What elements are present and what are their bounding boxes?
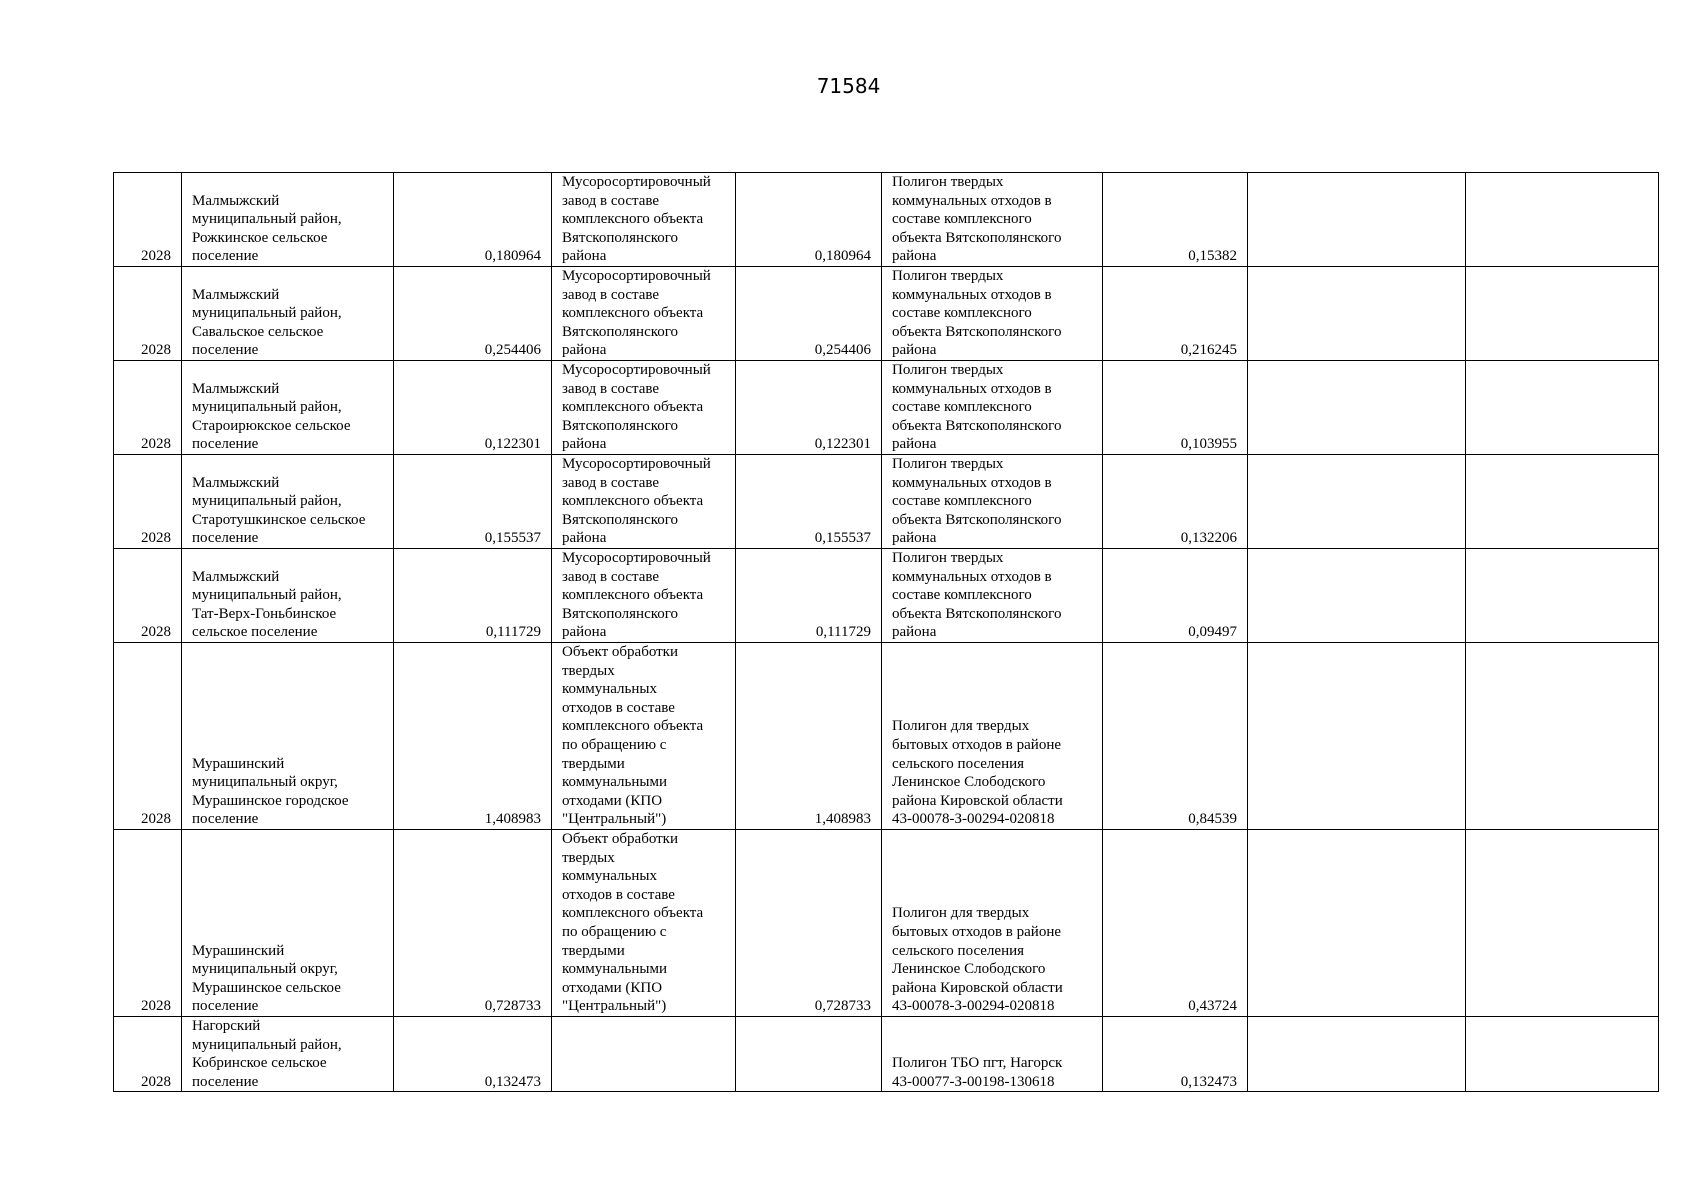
empty-cell [1466, 361, 1659, 455]
disposal-facility-cell: Полигон твердых коммунальных отходов в составе комплексного объекта Вятскополянского района [882, 455, 1103, 549]
disposal-facility-cell: Полигон твердых коммунальных отходов в составе комплексного объекта Вятскополянского района [882, 361, 1103, 455]
disposal-facility-cell: Полигон ТБО пгт, Нагорск 43-00077-З-00198-130618 [882, 1017, 1103, 1092]
municipality-cell: Малмыжский муниципальный район, Староирюкское сельское поселение [182, 361, 394, 455]
processing-volume-cell: 0,155537 [736, 455, 882, 549]
disposal-facility-cell: Полигон твердых коммунальных отходов в составе комплексного объекта Вятскополянского района [882, 173, 1103, 267]
empty-cell [1466, 1017, 1659, 1092]
processing-facility-cell: Мусоросортировочный завод в составе комплексного объекта Вятскополянского района [552, 173, 736, 267]
municipality-cell: Малмыжский муниципальный район, Старотушкинское сельское поселение [182, 455, 394, 549]
municipality-cell: Малмыжский муниципальный район, Тат-Верх-Гоньбинское сельское поселение [182, 549, 394, 643]
disposal-facility-cell: Полигон для твердых бытовых отходов в районе сельского поселения Ленинское Слободского района Кировской области 43-00078-З-00294-020818 [882, 643, 1103, 830]
year-cell: 2028 [114, 267, 182, 361]
municipality-cell: Нагорский муниципальный район, Кобринское сельское поселение [182, 1017, 394, 1092]
empty-cell [1248, 830, 1466, 1017]
year-cell: 2028 [114, 361, 182, 455]
processing-volume-cell [736, 1017, 882, 1092]
volume-cell: 0,111729 [394, 549, 552, 643]
volume-cell: 1,408983 [394, 643, 552, 830]
table-row [114, 549, 1659, 643]
empty-cell [1248, 361, 1466, 455]
waste-flow-table [113, 172, 1659, 1092]
empty-cell [1248, 643, 1466, 830]
year-cell: 2028 [114, 830, 182, 1017]
disposal-facility-cell: Полигон твердых коммунальных отходов в составе комплексного объекта Вятскополянского района [882, 267, 1103, 361]
volume-cell: 0,254406 [394, 267, 552, 361]
disposal-volume-cell: 0,43724 [1103, 830, 1248, 1017]
empty-cell [1466, 455, 1659, 549]
empty-cell [1248, 267, 1466, 361]
empty-cell [1466, 830, 1659, 1017]
municipality-cell: Малмыжский муниципальный район, Савальское сельское поселение [182, 267, 394, 361]
table-row [114, 643, 1659, 830]
empty-cell [1248, 1017, 1466, 1092]
processing-volume-cell: 0,111729 [736, 549, 882, 643]
empty-cell [1248, 455, 1466, 549]
municipality-cell: Мурашинский муниципальный округ, Мурашинское сельское поселение [182, 830, 394, 1017]
disposal-facility-cell: Полигон твердых коммунальных отходов в составе комплексного объекта Вятскополянского района [882, 549, 1103, 643]
year-cell: 2028 [114, 643, 182, 830]
table-row [114, 267, 1659, 361]
empty-cell [1466, 267, 1659, 361]
processing-volume-cell: 0,728733 [736, 830, 882, 1017]
table-row [114, 173, 1659, 267]
volume-cell: 0,122301 [394, 361, 552, 455]
municipality-cell: Малмыжский муниципальный район, Рожкинское сельское поселение [182, 173, 394, 267]
processing-facility-cell [552, 1017, 736, 1092]
processing-facility-cell: Мусоросортировочный завод в составе комплексного объекта Вятскополянского района [552, 361, 736, 455]
volume-cell: 0,728733 [394, 830, 552, 1017]
processing-volume-cell: 0,254406 [736, 267, 882, 361]
page-number: 71584 [816, 74, 881, 98]
empty-cell [1466, 549, 1659, 643]
year-cell: 2028 [114, 549, 182, 643]
processing-volume-cell: 1,408983 [736, 643, 882, 830]
empty-cell [1248, 549, 1466, 643]
disposal-volume-cell: 0,132206 [1103, 455, 1248, 549]
volume-cell: 0,180964 [394, 173, 552, 267]
disposal-volume-cell: 0,15382 [1103, 173, 1248, 267]
disposal-volume-cell: 0,84539 [1103, 643, 1248, 830]
year-cell: 2028 [114, 1017, 182, 1092]
processing-facility-cell: Мусоросортировочный завод в составе комплексного объекта Вятскополянского района [552, 267, 736, 361]
disposal-volume-cell: 0,09497 [1103, 549, 1248, 643]
volume-cell: 0,155537 [394, 455, 552, 549]
disposal-volume-cell: 0,103955 [1103, 361, 1248, 455]
table-row [114, 455, 1659, 549]
processing-volume-cell: 0,180964 [736, 173, 882, 267]
table-row [114, 830, 1659, 1017]
volume-cell: 0,132473 [394, 1017, 552, 1092]
disposal-facility-cell: Полигон для твердых бытовых отходов в районе сельского поселения Ленинское Слободского района Кировской области 43-00078-З-00294-020818 [882, 830, 1103, 1017]
disposal-volume-cell: 0,132473 [1103, 1017, 1248, 1092]
empty-cell [1466, 173, 1659, 267]
empty-cell [1248, 173, 1466, 267]
municipality-cell: Мурашинский муниципальный округ, Мурашинское городское поселение [182, 643, 394, 830]
processing-facility-cell: Мусоросортировочный завод в составе комплексного объекта Вятскополянского района [552, 549, 736, 643]
table-row [114, 1017, 1659, 1092]
processing-facility-cell: Объект обработки твердых коммунальных отходов в составе комплексного объекта по обращению с твердыми коммунальными отходами (КПО "Центральный") [552, 830, 736, 1017]
year-cell: 2028 [114, 455, 182, 549]
processing-facility-cell: Мусоросортировочный завод в составе комплексного объекта Вятскополянского района [552, 455, 736, 549]
year-cell: 2028 [114, 173, 182, 267]
processing-facility-cell: Объект обработки твердых коммунальных отходов в составе комплексного объекта по обращению с твердыми коммунальными отходами (КПО "Центральный") [552, 643, 736, 830]
disposal-volume-cell: 0,216245 [1103, 267, 1248, 361]
processing-volume-cell: 0,122301 [736, 361, 882, 455]
table-row [114, 361, 1659, 455]
empty-cell [1466, 643, 1659, 830]
